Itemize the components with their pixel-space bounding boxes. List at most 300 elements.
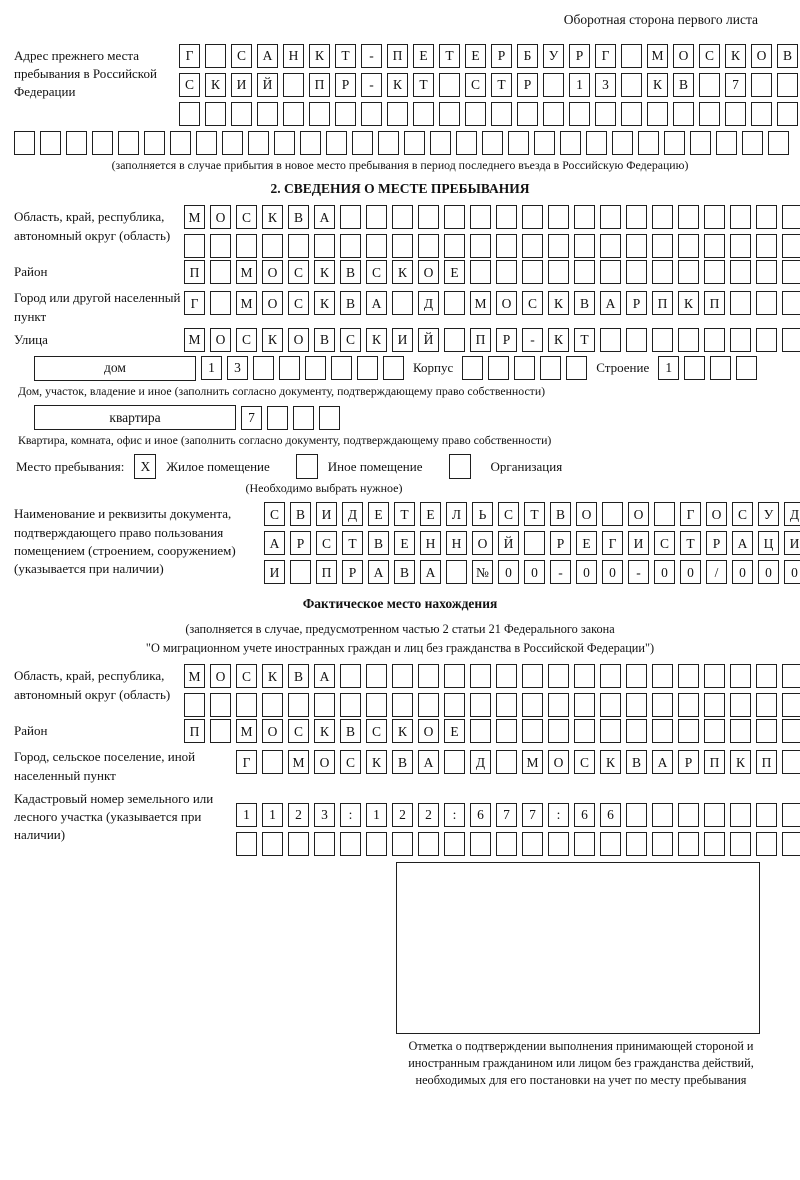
char-cell[interactable] (430, 131, 451, 155)
char-cell[interactable]: В (340, 719, 361, 743)
char-cell[interactable] (704, 693, 725, 717)
char-cell[interactable] (704, 234, 725, 258)
char-cell[interactable] (210, 693, 231, 717)
char-cell[interactable]: Р (626, 291, 647, 315)
char-cell[interactable] (444, 205, 465, 229)
char-cell[interactable] (626, 719, 647, 743)
char-cell[interactable]: Г (602, 531, 623, 555)
char-cell[interactable]: В (288, 205, 309, 229)
char-cell[interactable] (418, 693, 439, 717)
char-cell[interactable] (517, 102, 538, 126)
char-cell[interactable] (678, 260, 699, 284)
char-cell[interactable]: П (309, 73, 330, 97)
char-cell[interactable]: В (290, 502, 311, 526)
char-cell[interactable] (496, 664, 517, 688)
char-cell[interactable]: М (184, 328, 205, 352)
char-cell[interactable] (144, 131, 165, 155)
char-cell[interactable] (40, 131, 61, 155)
char-cell[interactable]: 0 (732, 560, 753, 584)
char-cell[interactable]: В (550, 502, 571, 526)
char-cell[interactable]: 1 (236, 803, 257, 827)
char-cell[interactable] (654, 502, 675, 526)
char-cell[interactable]: Г (680, 502, 701, 526)
char-cell[interactable]: М (288, 750, 309, 774)
char-cell[interactable]: В (314, 328, 335, 352)
char-cell[interactable] (465, 102, 486, 126)
char-cell[interactable] (574, 260, 595, 284)
char-cell[interactable]: М (236, 291, 257, 315)
char-cell[interactable] (496, 693, 517, 717)
residential-checkbox[interactable]: X (134, 454, 156, 479)
char-cell[interactable]: К (314, 291, 335, 315)
char-cell[interactable] (496, 719, 517, 743)
char-cell[interactable]: А (314, 664, 335, 688)
char-cell[interactable] (751, 73, 772, 97)
char-cell[interactable]: Т (394, 502, 415, 526)
char-cell[interactable]: К (262, 664, 283, 688)
char-cell[interactable] (626, 234, 647, 258)
char-cell[interactable] (756, 205, 777, 229)
char-cell[interactable] (496, 260, 517, 284)
char-cell[interactable] (652, 205, 673, 229)
char-cell[interactable] (444, 291, 465, 315)
char-cell[interactable] (621, 102, 642, 126)
char-cell[interactable]: 6 (600, 803, 621, 827)
char-cell[interactable] (548, 719, 569, 743)
char-cell[interactable] (704, 205, 725, 229)
char-cell[interactable]: Е (413, 44, 434, 68)
char-cell[interactable] (600, 234, 621, 258)
char-cell[interactable]: О (262, 291, 283, 315)
char-cell[interactable]: О (210, 205, 231, 229)
char-cell[interactable] (470, 205, 491, 229)
char-cell[interactable]: Й (257, 73, 278, 97)
char-cell[interactable] (274, 131, 295, 155)
char-cell[interactable] (413, 102, 434, 126)
char-cell[interactable]: В (340, 291, 361, 315)
char-cell[interactable] (543, 73, 564, 97)
char-cell[interactable]: Е (444, 719, 465, 743)
char-cell[interactable] (340, 693, 361, 717)
char-cell[interactable]: П (470, 328, 491, 352)
char-cell[interactable]: Н (420, 531, 441, 555)
char-cell[interactable]: С (732, 502, 753, 526)
char-cell[interactable] (678, 693, 699, 717)
char-cell[interactable] (600, 832, 621, 856)
char-cell[interactable] (257, 102, 278, 126)
char-cell[interactable]: С (366, 719, 387, 743)
char-cell[interactable]: Р (290, 531, 311, 555)
char-cell[interactable]: С (498, 502, 519, 526)
char-cell[interactable] (444, 328, 465, 352)
char-cell[interactable]: 0 (576, 560, 597, 584)
char-cell[interactable]: С (288, 291, 309, 315)
char-cell[interactable] (444, 664, 465, 688)
char-cell[interactable] (543, 102, 564, 126)
char-cell[interactable]: С (236, 664, 257, 688)
char-cell[interactable] (470, 664, 491, 688)
char-cell[interactable] (621, 73, 642, 97)
char-cell[interactable]: К (730, 750, 751, 774)
char-cell[interactable]: Д (342, 502, 363, 526)
char-cell[interactable] (548, 260, 569, 284)
char-cell[interactable] (392, 234, 413, 258)
char-cell[interactable] (548, 664, 569, 688)
char-cell[interactable]: Т (439, 44, 460, 68)
char-cell[interactable]: 3 (314, 803, 335, 827)
char-cell[interactable]: К (262, 328, 283, 352)
char-cell[interactable] (595, 102, 616, 126)
char-cell[interactable]: Р (335, 73, 356, 97)
char-cell[interactable] (267, 406, 288, 430)
char-cell[interactable]: Р (706, 531, 727, 555)
char-cell[interactable] (392, 664, 413, 688)
char-cell[interactable] (704, 328, 725, 352)
char-cell[interactable] (335, 102, 356, 126)
char-cell[interactable]: К (366, 328, 387, 352)
char-cell[interactable] (366, 205, 387, 229)
char-cell[interactable]: Й (498, 531, 519, 555)
char-cell[interactable]: К (548, 291, 569, 315)
char-cell[interactable]: П (184, 260, 205, 284)
char-cell[interactable] (534, 131, 555, 155)
char-cell[interactable] (444, 693, 465, 717)
char-cell[interactable] (704, 803, 725, 827)
char-cell[interactable]: П (387, 44, 408, 68)
char-cell[interactable] (470, 832, 491, 856)
char-cell[interactable] (340, 832, 361, 856)
char-cell[interactable] (288, 832, 309, 856)
char-cell[interactable] (673, 102, 694, 126)
char-cell[interactable]: А (314, 205, 335, 229)
char-cell[interactable]: Г (595, 44, 616, 68)
char-cell[interactable] (456, 131, 477, 155)
char-cell[interactable] (262, 750, 283, 774)
char-cell[interactable]: О (262, 260, 283, 284)
char-cell[interactable]: А (368, 560, 389, 584)
char-cell[interactable]: П (652, 291, 673, 315)
char-cell[interactable]: К (314, 719, 335, 743)
char-cell[interactable]: С (179, 73, 200, 97)
char-cell[interactable] (222, 131, 243, 155)
char-cell[interactable] (730, 719, 751, 743)
char-cell[interactable]: И (231, 73, 252, 97)
char-cell[interactable] (248, 131, 269, 155)
char-cell[interactable] (782, 664, 800, 688)
char-cell[interactable]: Т (524, 502, 545, 526)
char-cell[interactable]: 7 (496, 803, 517, 827)
char-cell[interactable] (439, 73, 460, 97)
char-cell[interactable] (574, 719, 595, 743)
char-cell[interactable] (678, 832, 699, 856)
char-cell[interactable] (730, 205, 751, 229)
char-cell[interactable] (756, 719, 777, 743)
char-cell[interactable]: К (262, 205, 283, 229)
char-cell[interactable]: О (472, 531, 493, 555)
char-cell[interactable] (602, 502, 623, 526)
char-cell[interactable]: С (366, 260, 387, 284)
char-cell[interactable] (290, 560, 311, 584)
char-cell[interactable] (283, 102, 304, 126)
char-cell[interactable] (366, 234, 387, 258)
char-cell[interactable] (326, 131, 347, 155)
char-cell[interactable] (392, 693, 413, 717)
char-cell[interactable] (446, 560, 467, 584)
apartment-type-field[interactable]: квартира (34, 405, 236, 430)
char-cell[interactable]: К (314, 260, 335, 284)
char-cell[interactable]: А (418, 750, 439, 774)
char-cell[interactable]: Д (470, 750, 491, 774)
char-cell[interactable] (638, 131, 659, 155)
char-cell[interactable]: С (288, 260, 309, 284)
char-cell[interactable] (756, 234, 777, 258)
char-cell[interactable] (418, 205, 439, 229)
char-cell[interactable] (699, 73, 720, 97)
char-cell[interactable]: В (394, 560, 415, 584)
char-cell[interactable] (730, 832, 751, 856)
char-cell[interactable] (626, 693, 647, 717)
char-cell[interactable] (366, 832, 387, 856)
char-cell[interactable]: А (264, 531, 285, 555)
char-cell[interactable]: 7 (725, 73, 746, 97)
char-cell[interactable] (392, 205, 413, 229)
char-cell[interactable]: 0 (498, 560, 519, 584)
char-cell[interactable]: С (340, 328, 361, 352)
char-cell[interactable] (352, 131, 373, 155)
char-cell[interactable]: О (751, 44, 772, 68)
char-cell[interactable]: 1 (201, 356, 222, 380)
char-cell[interactable] (361, 102, 382, 126)
char-cell[interactable] (522, 664, 543, 688)
char-cell[interactable]: Н (283, 44, 304, 68)
char-cell[interactable] (470, 693, 491, 717)
char-cell[interactable] (210, 260, 231, 284)
char-cell[interactable]: Е (368, 502, 389, 526)
char-cell[interactable]: К (366, 750, 387, 774)
char-cell[interactable] (574, 664, 595, 688)
char-cell[interactable] (231, 102, 252, 126)
char-cell[interactable] (482, 131, 503, 155)
char-cell[interactable] (626, 205, 647, 229)
char-cell[interactable]: А (652, 750, 673, 774)
char-cell[interactable]: 6 (574, 803, 595, 827)
char-cell[interactable] (777, 102, 798, 126)
char-cell[interactable] (548, 832, 569, 856)
char-cell[interactable] (768, 131, 789, 155)
char-cell[interactable] (652, 328, 673, 352)
char-cell[interactable]: С (288, 719, 309, 743)
char-cell[interactable] (782, 291, 800, 315)
char-cell[interactable]: : (548, 803, 569, 827)
char-cell[interactable] (782, 205, 800, 229)
house-type-field[interactable]: дом (34, 356, 196, 381)
char-cell[interactable]: О (628, 502, 649, 526)
char-cell[interactable]: И (784, 531, 800, 555)
char-cell[interactable] (236, 234, 257, 258)
char-cell[interactable] (470, 719, 491, 743)
char-cell[interactable]: И (392, 328, 413, 352)
char-cell[interactable] (730, 291, 751, 315)
char-cell[interactable] (621, 44, 642, 68)
char-cell[interactable]: О (418, 260, 439, 284)
char-cell[interactable]: К (392, 260, 413, 284)
char-cell[interactable]: Р (678, 750, 699, 774)
char-cell[interactable] (14, 131, 35, 155)
char-cell[interactable]: 7 (522, 803, 543, 827)
char-cell[interactable] (210, 234, 231, 258)
char-cell[interactable] (387, 102, 408, 126)
char-cell[interactable]: Р (491, 44, 512, 68)
char-cell[interactable]: С (316, 531, 337, 555)
char-cell[interactable] (756, 260, 777, 284)
char-cell[interactable] (574, 205, 595, 229)
char-cell[interactable] (496, 234, 517, 258)
char-cell[interactable] (340, 205, 361, 229)
char-cell[interactable] (439, 102, 460, 126)
char-cell[interactable]: - (361, 73, 382, 97)
char-cell[interactable]: С (465, 73, 486, 97)
char-cell[interactable] (678, 234, 699, 258)
char-cell[interactable] (782, 803, 800, 827)
char-cell[interactable]: А (420, 560, 441, 584)
char-cell[interactable]: Е (576, 531, 597, 555)
char-cell[interactable]: - (628, 560, 649, 584)
char-cell[interactable] (522, 205, 543, 229)
char-cell[interactable]: О (418, 719, 439, 743)
char-cell[interactable]: В (574, 291, 595, 315)
char-cell[interactable] (716, 131, 737, 155)
char-cell[interactable] (236, 693, 257, 717)
char-cell[interactable]: 1 (569, 73, 590, 97)
char-cell[interactable] (514, 356, 535, 380)
char-cell[interactable] (548, 234, 569, 258)
char-cell[interactable]: Д (418, 291, 439, 315)
char-cell[interactable] (444, 234, 465, 258)
char-cell[interactable] (751, 102, 772, 126)
char-cell[interactable] (782, 750, 800, 774)
char-cell[interactable] (600, 664, 621, 688)
char-cell[interactable]: К (392, 719, 413, 743)
char-cell[interactable] (600, 260, 621, 284)
char-cell[interactable]: Т (574, 328, 595, 352)
char-cell[interactable]: Е (420, 502, 441, 526)
char-cell[interactable]: Р (496, 328, 517, 352)
char-cell[interactable] (626, 328, 647, 352)
char-cell[interactable]: У (758, 502, 779, 526)
char-cell[interactable] (730, 234, 751, 258)
char-cell[interactable] (444, 832, 465, 856)
char-cell[interactable]: № (472, 560, 493, 584)
char-cell[interactable]: М (236, 719, 257, 743)
char-cell[interactable] (279, 356, 300, 380)
char-cell[interactable]: Ь (472, 502, 493, 526)
char-cell[interactable] (314, 832, 335, 856)
char-cell[interactable]: 2 (418, 803, 439, 827)
char-cell[interactable] (690, 131, 711, 155)
char-cell[interactable] (710, 356, 731, 380)
char-cell[interactable] (309, 102, 330, 126)
char-cell[interactable]: К (600, 750, 621, 774)
char-cell[interactable]: 0 (680, 560, 701, 584)
char-cell[interactable] (392, 832, 413, 856)
char-cell[interactable]: С (236, 328, 257, 352)
char-cell[interactable]: М (184, 664, 205, 688)
char-cell[interactable]: А (257, 44, 278, 68)
char-cell[interactable]: И (264, 560, 285, 584)
char-cell[interactable] (496, 750, 517, 774)
char-cell[interactable] (574, 832, 595, 856)
char-cell[interactable]: С (522, 291, 543, 315)
char-cell[interactable]: П (184, 719, 205, 743)
char-cell[interactable] (170, 131, 191, 155)
char-cell[interactable]: С (236, 205, 257, 229)
char-cell[interactable]: 2 (392, 803, 413, 827)
char-cell[interactable]: М (522, 750, 543, 774)
char-cell[interactable] (205, 44, 226, 68)
char-cell[interactable] (491, 102, 512, 126)
char-cell[interactable] (522, 234, 543, 258)
char-cell[interactable] (652, 719, 673, 743)
char-cell[interactable] (470, 234, 491, 258)
char-cell[interactable] (262, 693, 283, 717)
char-cell[interactable] (196, 131, 217, 155)
char-cell[interactable]: 0 (758, 560, 779, 584)
char-cell[interactable] (782, 832, 800, 856)
char-cell[interactable]: А (600, 291, 621, 315)
char-cell[interactable] (210, 291, 231, 315)
char-cell[interactable] (756, 693, 777, 717)
char-cell[interactable] (560, 131, 581, 155)
char-cell[interactable]: У (543, 44, 564, 68)
char-cell[interactable] (566, 356, 587, 380)
char-cell[interactable] (524, 531, 545, 555)
char-cell[interactable] (756, 832, 777, 856)
char-cell[interactable] (283, 73, 304, 97)
char-cell[interactable] (652, 832, 673, 856)
char-cell[interactable] (678, 803, 699, 827)
char-cell[interactable]: О (210, 664, 231, 688)
char-cell[interactable] (340, 664, 361, 688)
char-cell[interactable] (626, 832, 647, 856)
char-cell[interactable] (574, 234, 595, 258)
char-cell[interactable]: К (647, 73, 668, 97)
char-cell[interactable] (730, 664, 751, 688)
char-cell[interactable] (652, 260, 673, 284)
char-cell[interactable]: - (361, 44, 382, 68)
char-cell[interactable]: О (314, 750, 335, 774)
char-cell[interactable]: О (210, 328, 231, 352)
char-cell[interactable] (626, 260, 647, 284)
char-cell[interactable] (586, 131, 607, 155)
char-cell[interactable] (782, 328, 800, 352)
char-cell[interactable]: 3 (595, 73, 616, 97)
char-cell[interactable]: Е (444, 260, 465, 284)
char-cell[interactable]: К (309, 44, 330, 68)
char-cell[interactable]: Р (569, 44, 590, 68)
char-cell[interactable] (678, 205, 699, 229)
char-cell[interactable]: С (264, 502, 285, 526)
char-cell[interactable]: 0 (654, 560, 675, 584)
char-cell[interactable] (508, 131, 529, 155)
char-cell[interactable]: 1 (262, 803, 283, 827)
char-cell[interactable]: Н (446, 531, 467, 555)
char-cell[interactable]: 2 (288, 803, 309, 827)
char-cell[interactable] (704, 719, 725, 743)
char-cell[interactable] (782, 260, 800, 284)
char-cell[interactable] (179, 102, 200, 126)
char-cell[interactable] (652, 803, 673, 827)
char-cell[interactable]: П (756, 750, 777, 774)
